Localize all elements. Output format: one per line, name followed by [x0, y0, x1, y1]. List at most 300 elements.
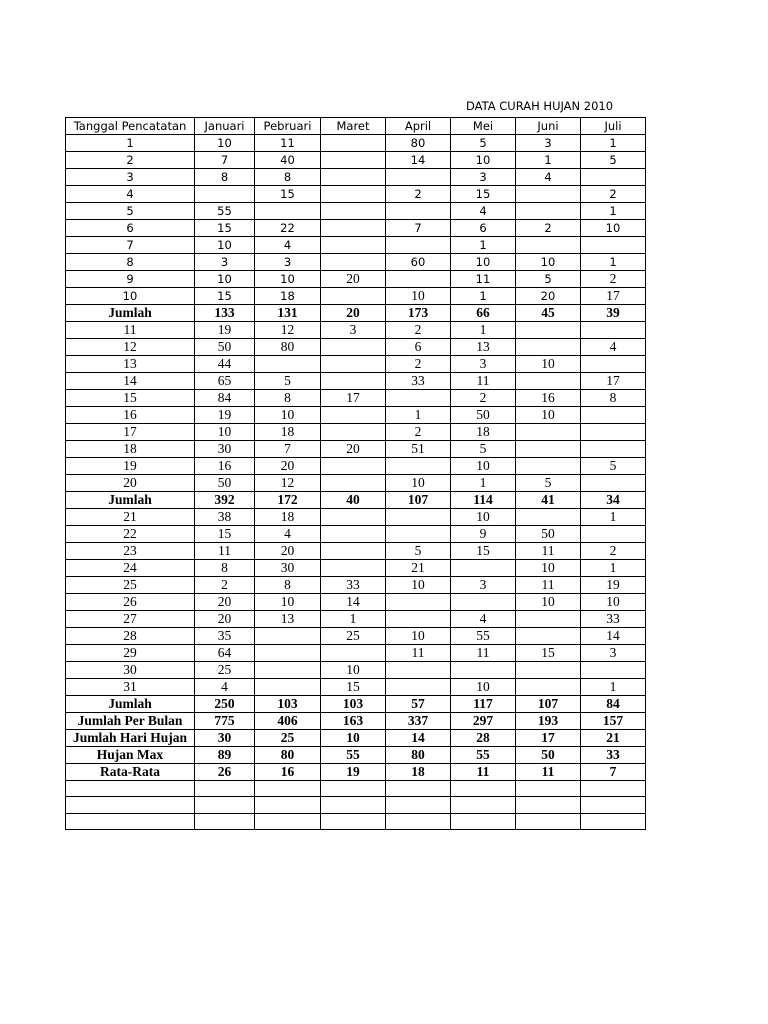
- value-cell: 3: [451, 356, 516, 373]
- value-cell: 38: [195, 509, 255, 526]
- value-cell: 84: [195, 390, 255, 407]
- value-cell: 10: [195, 135, 255, 152]
- row-label-cell: [66, 813, 195, 829]
- value-cell: 17: [581, 373, 646, 390]
- value-cell: [516, 628, 581, 645]
- value-cell: 20: [321, 441, 386, 458]
- value-cell: 10: [386, 577, 451, 594]
- value-cell: 80: [386, 747, 451, 764]
- value-cell: 20: [321, 305, 386, 322]
- value-cell: [516, 322, 581, 339]
- row-label-cell: 5: [66, 203, 195, 220]
- value-cell: [581, 781, 646, 797]
- value-cell: 22: [255, 220, 321, 237]
- value-cell: [451, 594, 516, 611]
- value-cell: [255, 813, 321, 829]
- value-cell: [386, 509, 451, 526]
- value-cell: 11: [451, 373, 516, 390]
- value-cell: [451, 781, 516, 797]
- value-cell: 1: [386, 407, 451, 424]
- value-cell: 2: [581, 186, 646, 203]
- value-cell: 16: [195, 458, 255, 475]
- value-cell: 406: [255, 713, 321, 730]
- value-cell: 21: [581, 730, 646, 747]
- value-cell: [516, 781, 581, 797]
- value-cell: [255, 645, 321, 662]
- value-cell: 21: [386, 560, 451, 577]
- value-cell: [255, 679, 321, 696]
- value-cell: [195, 813, 255, 829]
- row-label-cell: 3: [66, 169, 195, 186]
- value-cell: [581, 475, 646, 492]
- value-cell: [321, 220, 386, 237]
- value-cell: [321, 526, 386, 543]
- table-title: DATA CURAH HUJAN 2010: [466, 99, 614, 113]
- value-cell: 17: [321, 390, 386, 407]
- header-cell: Juli: [581, 118, 646, 135]
- row-label-cell: 4: [66, 186, 195, 203]
- value-cell: [321, 407, 386, 424]
- table-row: [66, 577, 646, 594]
- value-cell: 1: [516, 152, 581, 169]
- value-cell: [581, 424, 646, 441]
- table-body: [66, 135, 646, 830]
- header-row: [66, 118, 646, 135]
- value-cell: [386, 203, 451, 220]
- value-cell: 1: [321, 611, 386, 628]
- value-cell: 6: [451, 220, 516, 237]
- value-cell: 10: [386, 628, 451, 645]
- value-cell: [581, 813, 646, 829]
- value-cell: 10: [516, 560, 581, 577]
- value-cell: 4: [255, 237, 321, 254]
- value-cell: [195, 781, 255, 797]
- value-cell: 17: [516, 730, 581, 747]
- value-cell: [581, 322, 646, 339]
- row-label-cell: 7: [66, 237, 195, 254]
- value-cell: 8: [255, 577, 321, 594]
- row-label-cell: 23: [66, 543, 195, 560]
- table-row: [66, 339, 646, 356]
- row-label-cell: 25: [66, 577, 195, 594]
- value-cell: [321, 424, 386, 441]
- value-cell: 2: [195, 577, 255, 594]
- value-cell: 10: [451, 679, 516, 696]
- value-cell: 11: [386, 645, 451, 662]
- header-cell: Mei: [451, 118, 516, 135]
- empty-row: [66, 813, 646, 829]
- value-cell: [451, 797, 516, 813]
- value-cell: 25: [255, 730, 321, 747]
- value-cell: 10: [516, 594, 581, 611]
- value-cell: 18: [451, 424, 516, 441]
- value-cell: 775: [195, 713, 255, 730]
- value-cell: 30: [255, 560, 321, 577]
- value-cell: 1: [581, 679, 646, 696]
- value-cell: 10: [516, 356, 581, 373]
- row-label-cell: 18: [66, 441, 195, 458]
- value-cell: 10: [255, 594, 321, 611]
- value-cell: 55: [195, 203, 255, 220]
- value-cell: 107: [516, 696, 581, 713]
- table-row: [66, 645, 646, 662]
- value-cell: 10: [255, 407, 321, 424]
- value-cell: 20: [321, 271, 386, 288]
- value-cell: 50: [451, 407, 516, 424]
- value-cell: 66: [451, 305, 516, 322]
- value-cell: [516, 339, 581, 356]
- value-cell: 7: [581, 764, 646, 781]
- value-cell: 7: [386, 220, 451, 237]
- value-cell: [516, 373, 581, 390]
- value-cell: 28: [451, 730, 516, 747]
- value-cell: 20: [516, 288, 581, 305]
- value-cell: 65: [195, 373, 255, 390]
- value-cell: 8: [195, 560, 255, 577]
- row-label-cell: 20: [66, 475, 195, 492]
- value-cell: 163: [321, 713, 386, 730]
- value-cell: [321, 152, 386, 169]
- table-row: [66, 458, 646, 475]
- value-cell: 133: [195, 305, 255, 322]
- value-cell: 4: [581, 339, 646, 356]
- value-cell: 50: [516, 526, 581, 543]
- value-cell: 26: [195, 764, 255, 781]
- value-cell: 3: [516, 135, 581, 152]
- value-cell: [321, 509, 386, 526]
- value-cell: 15: [195, 526, 255, 543]
- value-cell: [516, 509, 581, 526]
- summary-row: [66, 764, 646, 781]
- value-cell: 1: [451, 288, 516, 305]
- value-cell: [321, 458, 386, 475]
- value-cell: [321, 135, 386, 152]
- row-label-cell: 6: [66, 220, 195, 237]
- value-cell: 84: [581, 696, 646, 713]
- value-cell: 10: [581, 220, 646, 237]
- row-label-cell: 9: [66, 271, 195, 288]
- value-cell: [195, 186, 255, 203]
- value-cell: [386, 458, 451, 475]
- value-cell: 33: [581, 747, 646, 764]
- row-label-cell: Jumlah Hari Hujan: [66, 730, 195, 747]
- row-label-cell: Jumlah: [66, 696, 195, 713]
- value-cell: 1: [581, 509, 646, 526]
- value-cell: [581, 441, 646, 458]
- row-label-cell: 12: [66, 339, 195, 356]
- value-cell: [386, 797, 451, 813]
- value-cell: 19: [195, 407, 255, 424]
- row-label-cell: 2: [66, 152, 195, 169]
- value-cell: [255, 781, 321, 797]
- value-cell: [451, 813, 516, 829]
- value-cell: 18: [255, 288, 321, 305]
- row-label-cell: 31: [66, 679, 195, 696]
- value-cell: 33: [386, 373, 451, 390]
- summary-row: [66, 730, 646, 747]
- value-cell: 19: [195, 322, 255, 339]
- row-label-cell: 26: [66, 594, 195, 611]
- row-label-cell: 10: [66, 288, 195, 305]
- value-cell: 2: [386, 186, 451, 203]
- row-label-cell: Jumlah: [66, 492, 195, 509]
- rainfall-table: [65, 117, 646, 830]
- value-cell: [581, 169, 646, 186]
- table-row: [66, 611, 646, 628]
- value-cell: 1: [451, 475, 516, 492]
- value-cell: [581, 797, 646, 813]
- subtotal-row: [66, 696, 646, 713]
- value-cell: 15: [321, 679, 386, 696]
- value-cell: 55: [451, 747, 516, 764]
- table-row: [66, 169, 646, 186]
- value-cell: 173: [386, 305, 451, 322]
- value-cell: 10: [451, 254, 516, 271]
- value-cell: 5: [581, 458, 646, 475]
- table-row: [66, 679, 646, 696]
- value-cell: [321, 813, 386, 829]
- value-cell: 2: [386, 356, 451, 373]
- value-cell: 15: [516, 645, 581, 662]
- value-cell: [321, 186, 386, 203]
- value-cell: 33: [581, 611, 646, 628]
- table-row: [66, 220, 646, 237]
- table-row: [66, 237, 646, 254]
- value-cell: 10: [386, 475, 451, 492]
- subtotal-row: [66, 305, 646, 322]
- value-cell: 10: [321, 662, 386, 679]
- value-cell: 10: [195, 424, 255, 441]
- header-cell: Juni: [516, 118, 581, 135]
- row-label-cell: 13: [66, 356, 195, 373]
- summary-row: [66, 747, 646, 764]
- value-cell: [516, 611, 581, 628]
- row-label-cell: 24: [66, 560, 195, 577]
- row-label-cell: 16: [66, 407, 195, 424]
- value-cell: 5: [386, 543, 451, 560]
- value-cell: 50: [195, 475, 255, 492]
- value-cell: [321, 288, 386, 305]
- value-cell: 18: [386, 764, 451, 781]
- value-cell: 103: [255, 696, 321, 713]
- table-row: [66, 526, 646, 543]
- value-cell: 30: [195, 441, 255, 458]
- value-cell: 2: [451, 390, 516, 407]
- value-cell: [451, 662, 516, 679]
- value-cell: 80: [386, 135, 451, 152]
- summary-row: [66, 713, 646, 730]
- value-cell: [321, 203, 386, 220]
- value-cell: 13: [451, 339, 516, 356]
- value-cell: 5: [581, 152, 646, 169]
- value-cell: 297: [451, 713, 516, 730]
- value-cell: [581, 356, 646, 373]
- value-cell: 2: [386, 424, 451, 441]
- value-cell: 11: [516, 764, 581, 781]
- value-cell: 20: [195, 594, 255, 611]
- value-cell: 3: [195, 254, 255, 271]
- value-cell: 4: [195, 679, 255, 696]
- value-cell: 20: [255, 458, 321, 475]
- value-cell: 10: [581, 594, 646, 611]
- value-cell: 41: [516, 492, 581, 509]
- row-label-cell: 17: [66, 424, 195, 441]
- value-cell: 25: [321, 628, 386, 645]
- value-cell: [386, 662, 451, 679]
- value-cell: 14: [321, 594, 386, 611]
- value-cell: 10: [195, 271, 255, 288]
- value-cell: 10: [386, 288, 451, 305]
- row-label-cell: 8: [66, 254, 195, 271]
- value-cell: 11: [451, 764, 516, 781]
- value-cell: 10: [321, 730, 386, 747]
- value-cell: [581, 237, 646, 254]
- row-label-cell: 29: [66, 645, 195, 662]
- value-cell: 8: [255, 390, 321, 407]
- value-cell: 30: [195, 730, 255, 747]
- row-label-cell: [66, 781, 195, 797]
- value-cell: 4: [255, 526, 321, 543]
- value-cell: [321, 645, 386, 662]
- value-cell: 11: [255, 135, 321, 152]
- value-cell: 7: [255, 441, 321, 458]
- value-cell: [516, 813, 581, 829]
- value-cell: [516, 458, 581, 475]
- table-row: [66, 628, 646, 645]
- value-cell: [195, 797, 255, 813]
- table-row: [66, 390, 646, 407]
- header-cell: Tanggal Pencatatan: [66, 118, 195, 135]
- value-cell: 4: [451, 203, 516, 220]
- value-cell: [386, 237, 451, 254]
- value-cell: 2: [386, 322, 451, 339]
- value-cell: 3: [451, 577, 516, 594]
- value-cell: [386, 781, 451, 797]
- value-cell: 18: [255, 424, 321, 441]
- empty-row: [66, 797, 646, 813]
- value-cell: [516, 424, 581, 441]
- value-cell: 10: [451, 509, 516, 526]
- value-cell: [516, 186, 581, 203]
- value-cell: 9: [451, 526, 516, 543]
- value-cell: 5: [516, 475, 581, 492]
- table-row: [66, 407, 646, 424]
- value-cell: 2: [581, 543, 646, 560]
- value-cell: 20: [195, 611, 255, 628]
- table-row: [66, 186, 646, 203]
- value-cell: 80: [255, 747, 321, 764]
- value-cell: [321, 543, 386, 560]
- value-cell: [321, 356, 386, 373]
- value-cell: 2: [581, 271, 646, 288]
- value-cell: 15: [195, 288, 255, 305]
- row-label-cell: Hujan Max: [66, 747, 195, 764]
- value-cell: 17: [581, 288, 646, 305]
- value-cell: 4: [451, 611, 516, 628]
- value-cell: 117: [451, 696, 516, 713]
- value-cell: 5: [451, 135, 516, 152]
- row-label-cell: [66, 797, 195, 813]
- row-label-cell: 1: [66, 135, 195, 152]
- value-cell: 11: [451, 645, 516, 662]
- value-cell: 33: [321, 577, 386, 594]
- value-cell: 157: [581, 713, 646, 730]
- value-cell: [386, 526, 451, 543]
- table-row: [66, 475, 646, 492]
- value-cell: 10: [255, 271, 321, 288]
- subtotal-row: [66, 492, 646, 509]
- row-label-cell: Jumlah Per Bulan: [66, 713, 195, 730]
- value-cell: 40: [321, 492, 386, 509]
- value-cell: [255, 797, 321, 813]
- value-cell: 40: [255, 152, 321, 169]
- value-cell: [321, 797, 386, 813]
- value-cell: 50: [195, 339, 255, 356]
- table-row: [66, 441, 646, 458]
- value-cell: 12: [255, 322, 321, 339]
- value-cell: 250: [195, 696, 255, 713]
- value-cell: 8: [255, 169, 321, 186]
- table-row: [66, 152, 646, 169]
- table-row: [66, 356, 646, 373]
- value-cell: 11: [516, 543, 581, 560]
- value-cell: 64: [195, 645, 255, 662]
- value-cell: 1: [451, 237, 516, 254]
- value-cell: [581, 662, 646, 679]
- value-cell: 5: [255, 373, 321, 390]
- row-label-cell: 19: [66, 458, 195, 475]
- value-cell: 14: [581, 628, 646, 645]
- value-cell: 2: [516, 220, 581, 237]
- value-cell: 34: [581, 492, 646, 509]
- value-cell: 89: [195, 747, 255, 764]
- table-row: [66, 135, 646, 152]
- value-cell: 114: [451, 492, 516, 509]
- value-cell: 13: [255, 611, 321, 628]
- value-cell: 15: [451, 186, 516, 203]
- value-cell: 7: [195, 152, 255, 169]
- value-cell: 80: [255, 339, 321, 356]
- value-cell: [321, 254, 386, 271]
- row-label-cell: 15: [66, 390, 195, 407]
- value-cell: 15: [451, 543, 516, 560]
- value-cell: 172: [255, 492, 321, 509]
- value-cell: 16: [516, 390, 581, 407]
- value-cell: [386, 594, 451, 611]
- value-cell: [321, 169, 386, 186]
- value-cell: 50: [516, 747, 581, 764]
- value-cell: 103: [321, 696, 386, 713]
- value-cell: 18: [255, 509, 321, 526]
- value-cell: [451, 560, 516, 577]
- value-cell: 107: [386, 492, 451, 509]
- value-cell: 4: [516, 169, 581, 186]
- value-cell: 35: [195, 628, 255, 645]
- value-cell: [386, 271, 451, 288]
- header-cell: Januari: [195, 118, 255, 135]
- row-label-cell: 11: [66, 322, 195, 339]
- value-cell: 12: [255, 475, 321, 492]
- value-cell: 19: [321, 764, 386, 781]
- table-row: [66, 662, 646, 679]
- value-cell: 10: [516, 407, 581, 424]
- value-cell: 19: [581, 577, 646, 594]
- value-cell: 1: [581, 203, 646, 220]
- value-cell: [386, 390, 451, 407]
- table-row: [66, 322, 646, 339]
- value-cell: 11: [195, 543, 255, 560]
- table-row: [66, 424, 646, 441]
